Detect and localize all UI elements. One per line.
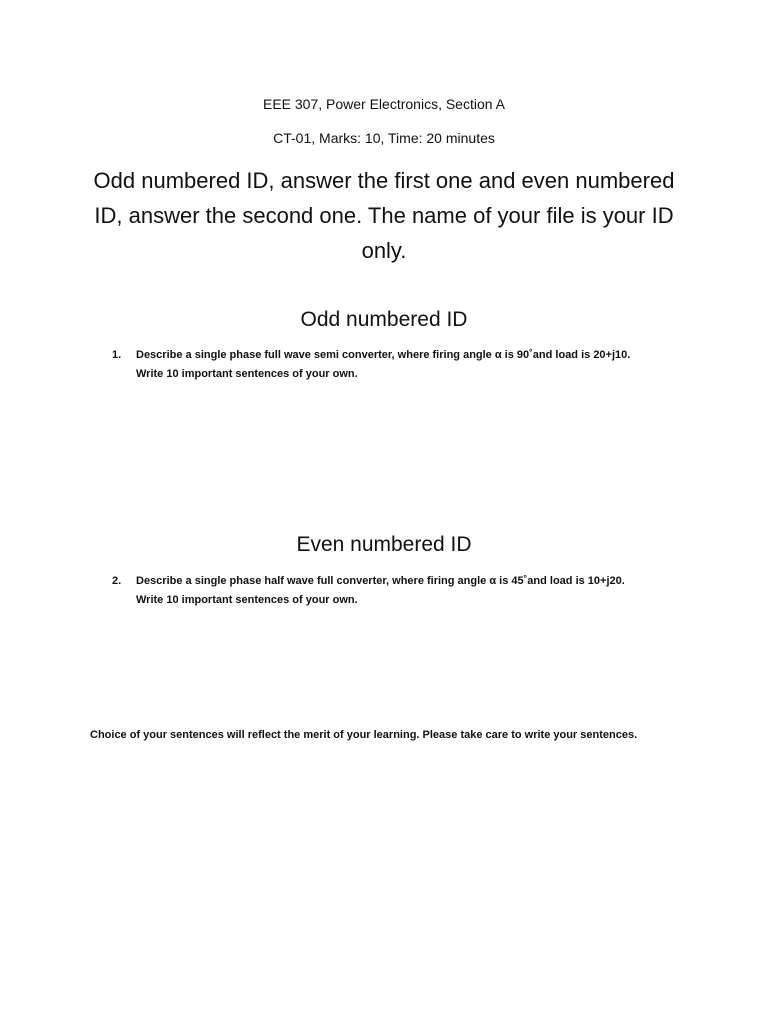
footer-note: Choice of your sentences will reflect the merit of your learning. Please take care to write your sentences. xyxy=(90,729,638,741)
question-2 xyxy=(112,572,692,610)
question-line: Describe a single phase full wave semi converter, where firing angle α is 90˚and load is 20+j10. xyxy=(136,349,631,361)
odd-section-heading: Odd numbered ID xyxy=(300,308,468,331)
course-title: EEE 307, Power Electronics, Section A xyxy=(262,96,505,112)
question-line: Describe a single phase half wave full converter, where firing angle α is 45˚and load is 10+j20. xyxy=(136,575,625,587)
question-number: 2. xyxy=(112,575,122,587)
question-line: Write 10 important sentences of your own. xyxy=(136,594,358,606)
question-text xyxy=(136,346,692,384)
even-section-heading: Even numbered ID xyxy=(296,533,472,556)
question-line: Write 10 important sentences of your own. xyxy=(136,368,358,380)
question-number: 1. xyxy=(112,349,122,361)
test-info: CT-01, Marks: 10, Time: 20 minutes xyxy=(273,130,495,146)
instructions: Odd numbered ID, answer the first one and even numbered ID, answer the second one. The name of your file is your ID only. xyxy=(93,168,675,263)
question-text xyxy=(136,572,692,610)
question-1 xyxy=(112,346,692,384)
